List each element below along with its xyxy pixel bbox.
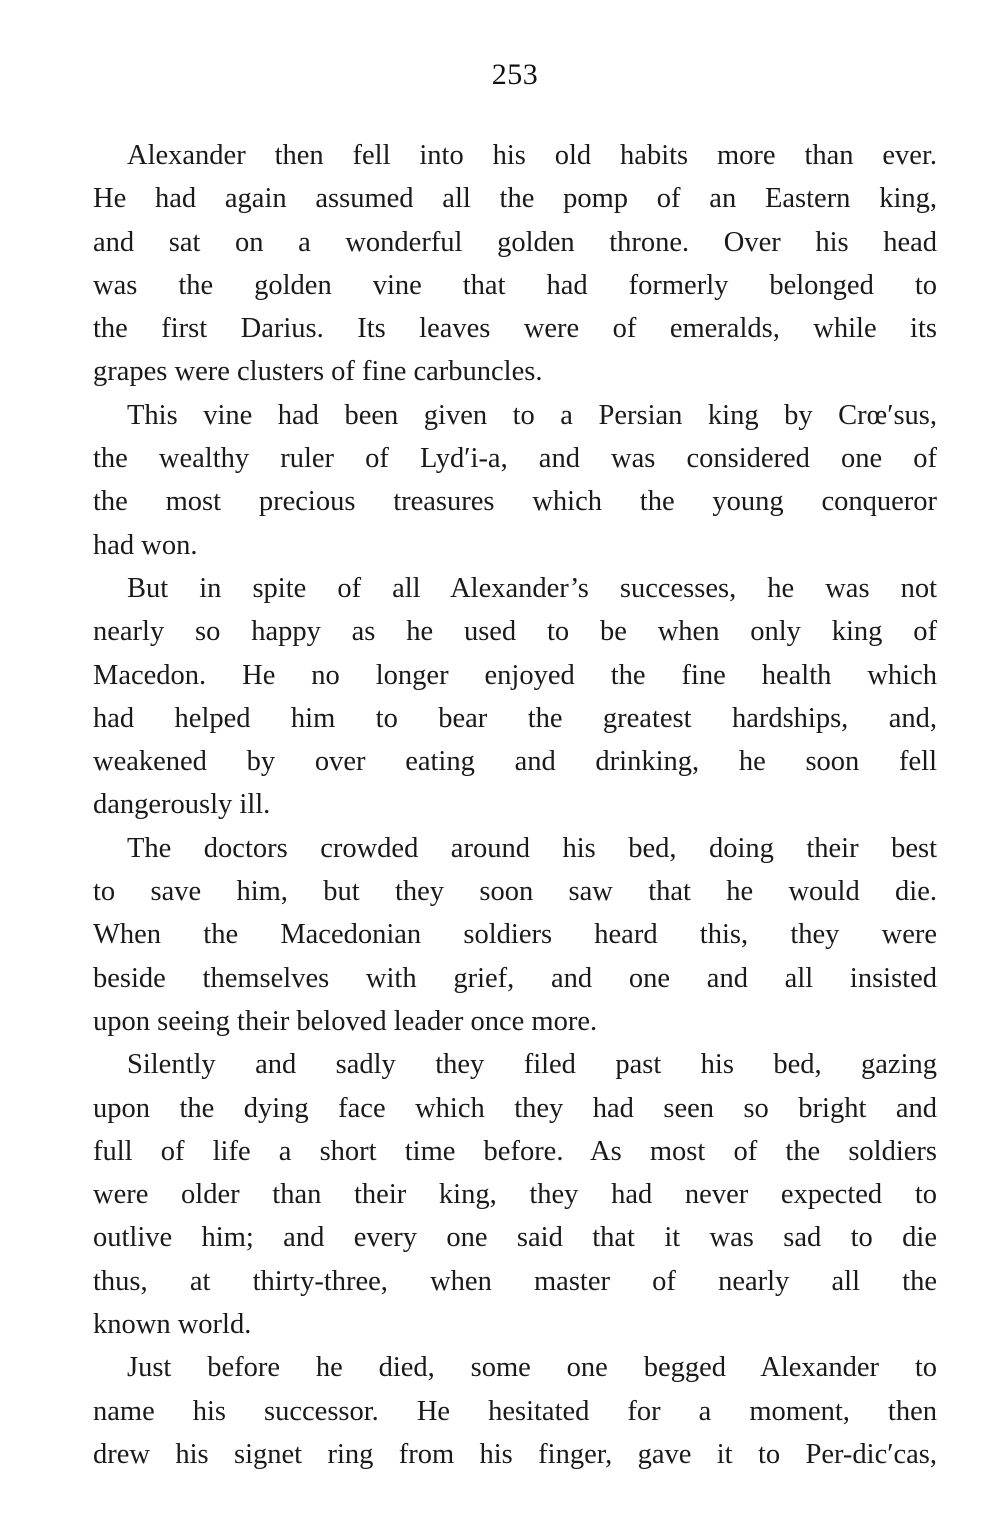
text-line: weakened by over eating and drinking, he soon fell xyxy=(93,746,937,778)
text-line: dangerously ill. xyxy=(93,789,271,821)
text-line: Silently and sadly they filed past his bed, gazing xyxy=(127,1049,937,1081)
book-page xyxy=(93,0,937,1513)
text-line: the most precious treasures which the young conqueror xyxy=(93,486,937,518)
text-line: When the Macedonian soldiers heard this, they were xyxy=(93,919,937,951)
paragraph xyxy=(93,1043,937,1346)
text-line: Macedon. He no longer enjoyed the fine health which xyxy=(93,659,937,691)
text-line: to save him, but they soon saw that he would die. xyxy=(93,876,937,908)
text-line: But in spite of all Alexander’s successes, he was not xyxy=(127,572,937,604)
page-body xyxy=(93,134,937,1476)
text-line: nearly so happy as he used to be when only king of xyxy=(93,616,937,648)
paragraph xyxy=(93,134,937,394)
text-line: upon the dying face which they had seen so bright and xyxy=(93,1092,937,1124)
text-line: beside themselves with grief, and one and all insisted xyxy=(93,962,937,994)
text-line: were older than their king, they had never expected to xyxy=(93,1179,937,1211)
text-line: outlive him; and every one said that it was sad to die xyxy=(93,1222,937,1254)
text-line: the wealthy ruler of Lyd′i-a, and was considered one of xyxy=(93,443,937,475)
text-line: full of life a short time before. As most of the soldiers xyxy=(93,1135,937,1167)
paragraph xyxy=(93,394,937,567)
paragraph xyxy=(93,567,937,827)
text-line: upon seeing their beloved leader once more. xyxy=(93,1005,598,1037)
text-line: name his successor. He hesitated for a moment, then xyxy=(93,1395,937,1427)
text-line: thus, at thirty-three, when master of nearly all the xyxy=(93,1265,937,1297)
text-line: had helped him to bear the greatest hardships, and, xyxy=(93,702,937,734)
text-line: Just before he died, some one begged Alexander to xyxy=(127,1352,937,1384)
text-line: had won. xyxy=(93,529,198,561)
paragraph xyxy=(93,1346,937,1476)
page-number: 253 xyxy=(491,58,539,91)
text-line: was the golden vine that had formerly belonged to xyxy=(93,269,937,301)
text-line: and sat on a wonderful golden throne. Over his head xyxy=(93,226,937,258)
text-line: grapes were clusters of fine carbuncles. xyxy=(93,356,543,388)
paragraph xyxy=(93,827,937,1043)
text-line: The doctors crowded around his bed, doing their best xyxy=(127,832,937,864)
text-line: He had again assumed all the pomp of an Eastern king, xyxy=(93,183,937,215)
text-line: Alexander then fell into his old habits more than ever. xyxy=(127,140,937,171)
text-line: This vine had been given to a Persian king by Crœ′sus, xyxy=(127,399,937,431)
text-line: the first Darius. Its leaves were of emeralds, while its xyxy=(93,313,937,345)
text-line: known world. xyxy=(93,1309,252,1341)
text-line: drew his signet ring from his finger, gave it to Per-dic′cas, xyxy=(93,1438,937,1470)
